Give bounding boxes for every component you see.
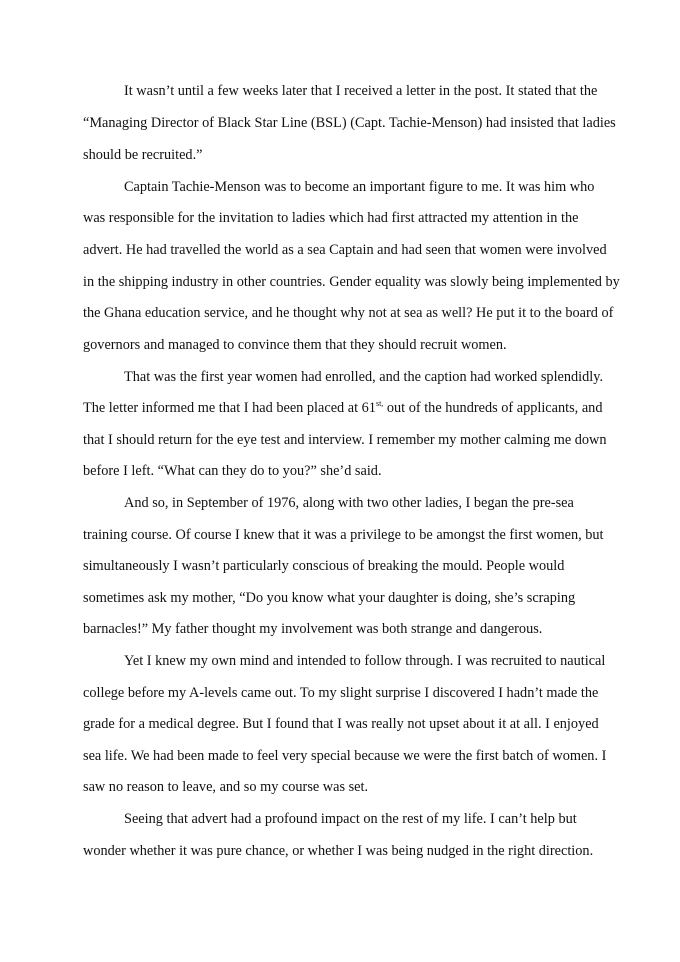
text-line: barnacles!” My father thought my involvement was both strange and dangerous. [83, 621, 543, 637]
text-line: wonder whether it was pure chance, or whether I was being nudged in the right direction. [83, 843, 594, 859]
text-line: It wasn’t until a few weeks later that I received a letter in the post. It stated that the [124, 83, 598, 99]
text-line: advert. He had travelled the world as a sea Captain and had seen that women were involved [83, 242, 607, 258]
text-line: grade for a medical degree. But I found that I was really not upset about it at all. I enjoyed [83, 716, 599, 732]
text-line: college before my A-levels came out. To my slight surprise I discovered I hadn’t made the [83, 685, 599, 701]
text-line: in the shipping industry in other countries. Gender equality was slowly being implemented by [83, 274, 620, 290]
text-line: “Managing Director of Black Star Line (BSL) (Capt. Tachie-Menson) had insisted that ladies [83, 115, 616, 131]
text-run: out of the hundreds of applicants, and [383, 400, 603, 416]
text-line: And so, in September of 1976, along with two other ladies, I began the pre-sea [124, 495, 574, 511]
text-line: the Ghana education service, and he thought why not at sea as well? He put it to the board of [83, 305, 614, 321]
text-line [83, 398, 602, 418]
text-line: sometimes ask my mother, “Do you know what your daughter is doing, she’s scraping [83, 590, 576, 606]
text-line: training course. Of course I knew that it was a privilege to be amongst the first women, but [83, 527, 604, 543]
ordinal-superscript: st, [375, 399, 384, 408]
text-line: that I should return for the eye test and interview. I remember my mother calming me down [83, 432, 607, 448]
text-line: was responsible for the invitation to ladies which had first attracted my attention in the [83, 210, 579, 226]
text-line: simultaneously I wasn’t particularly conscious of breaking the mould. People would [83, 558, 565, 574]
text-line: governors and managed to convince them that they should recruit women. [83, 337, 507, 353]
text-line: saw no reason to leave, and so my course was set. [83, 779, 369, 795]
text-line: should be recruited.” [83, 147, 203, 163]
text-line: Yet I knew my own mind and intended to follow through. I was recruited to nautical [124, 653, 606, 669]
text-line: That was the first year women had enrolled, and the caption had worked splendidly. [124, 369, 604, 385]
text-line: Seeing that advert had a profound impact on the rest of my life. I can’t help but [124, 811, 577, 827]
text-line: sea life. We had been made to feel very special because we were the first batch of women. I [83, 748, 607, 764]
text-line: Captain Tachie-Menson was to become an important figure to me. It was him who [124, 179, 595, 195]
text-line: before I left. “What can they do to you?” she’d said. [83, 463, 382, 479]
text-run: The letter informed me that I had been placed at 61 [83, 400, 376, 416]
